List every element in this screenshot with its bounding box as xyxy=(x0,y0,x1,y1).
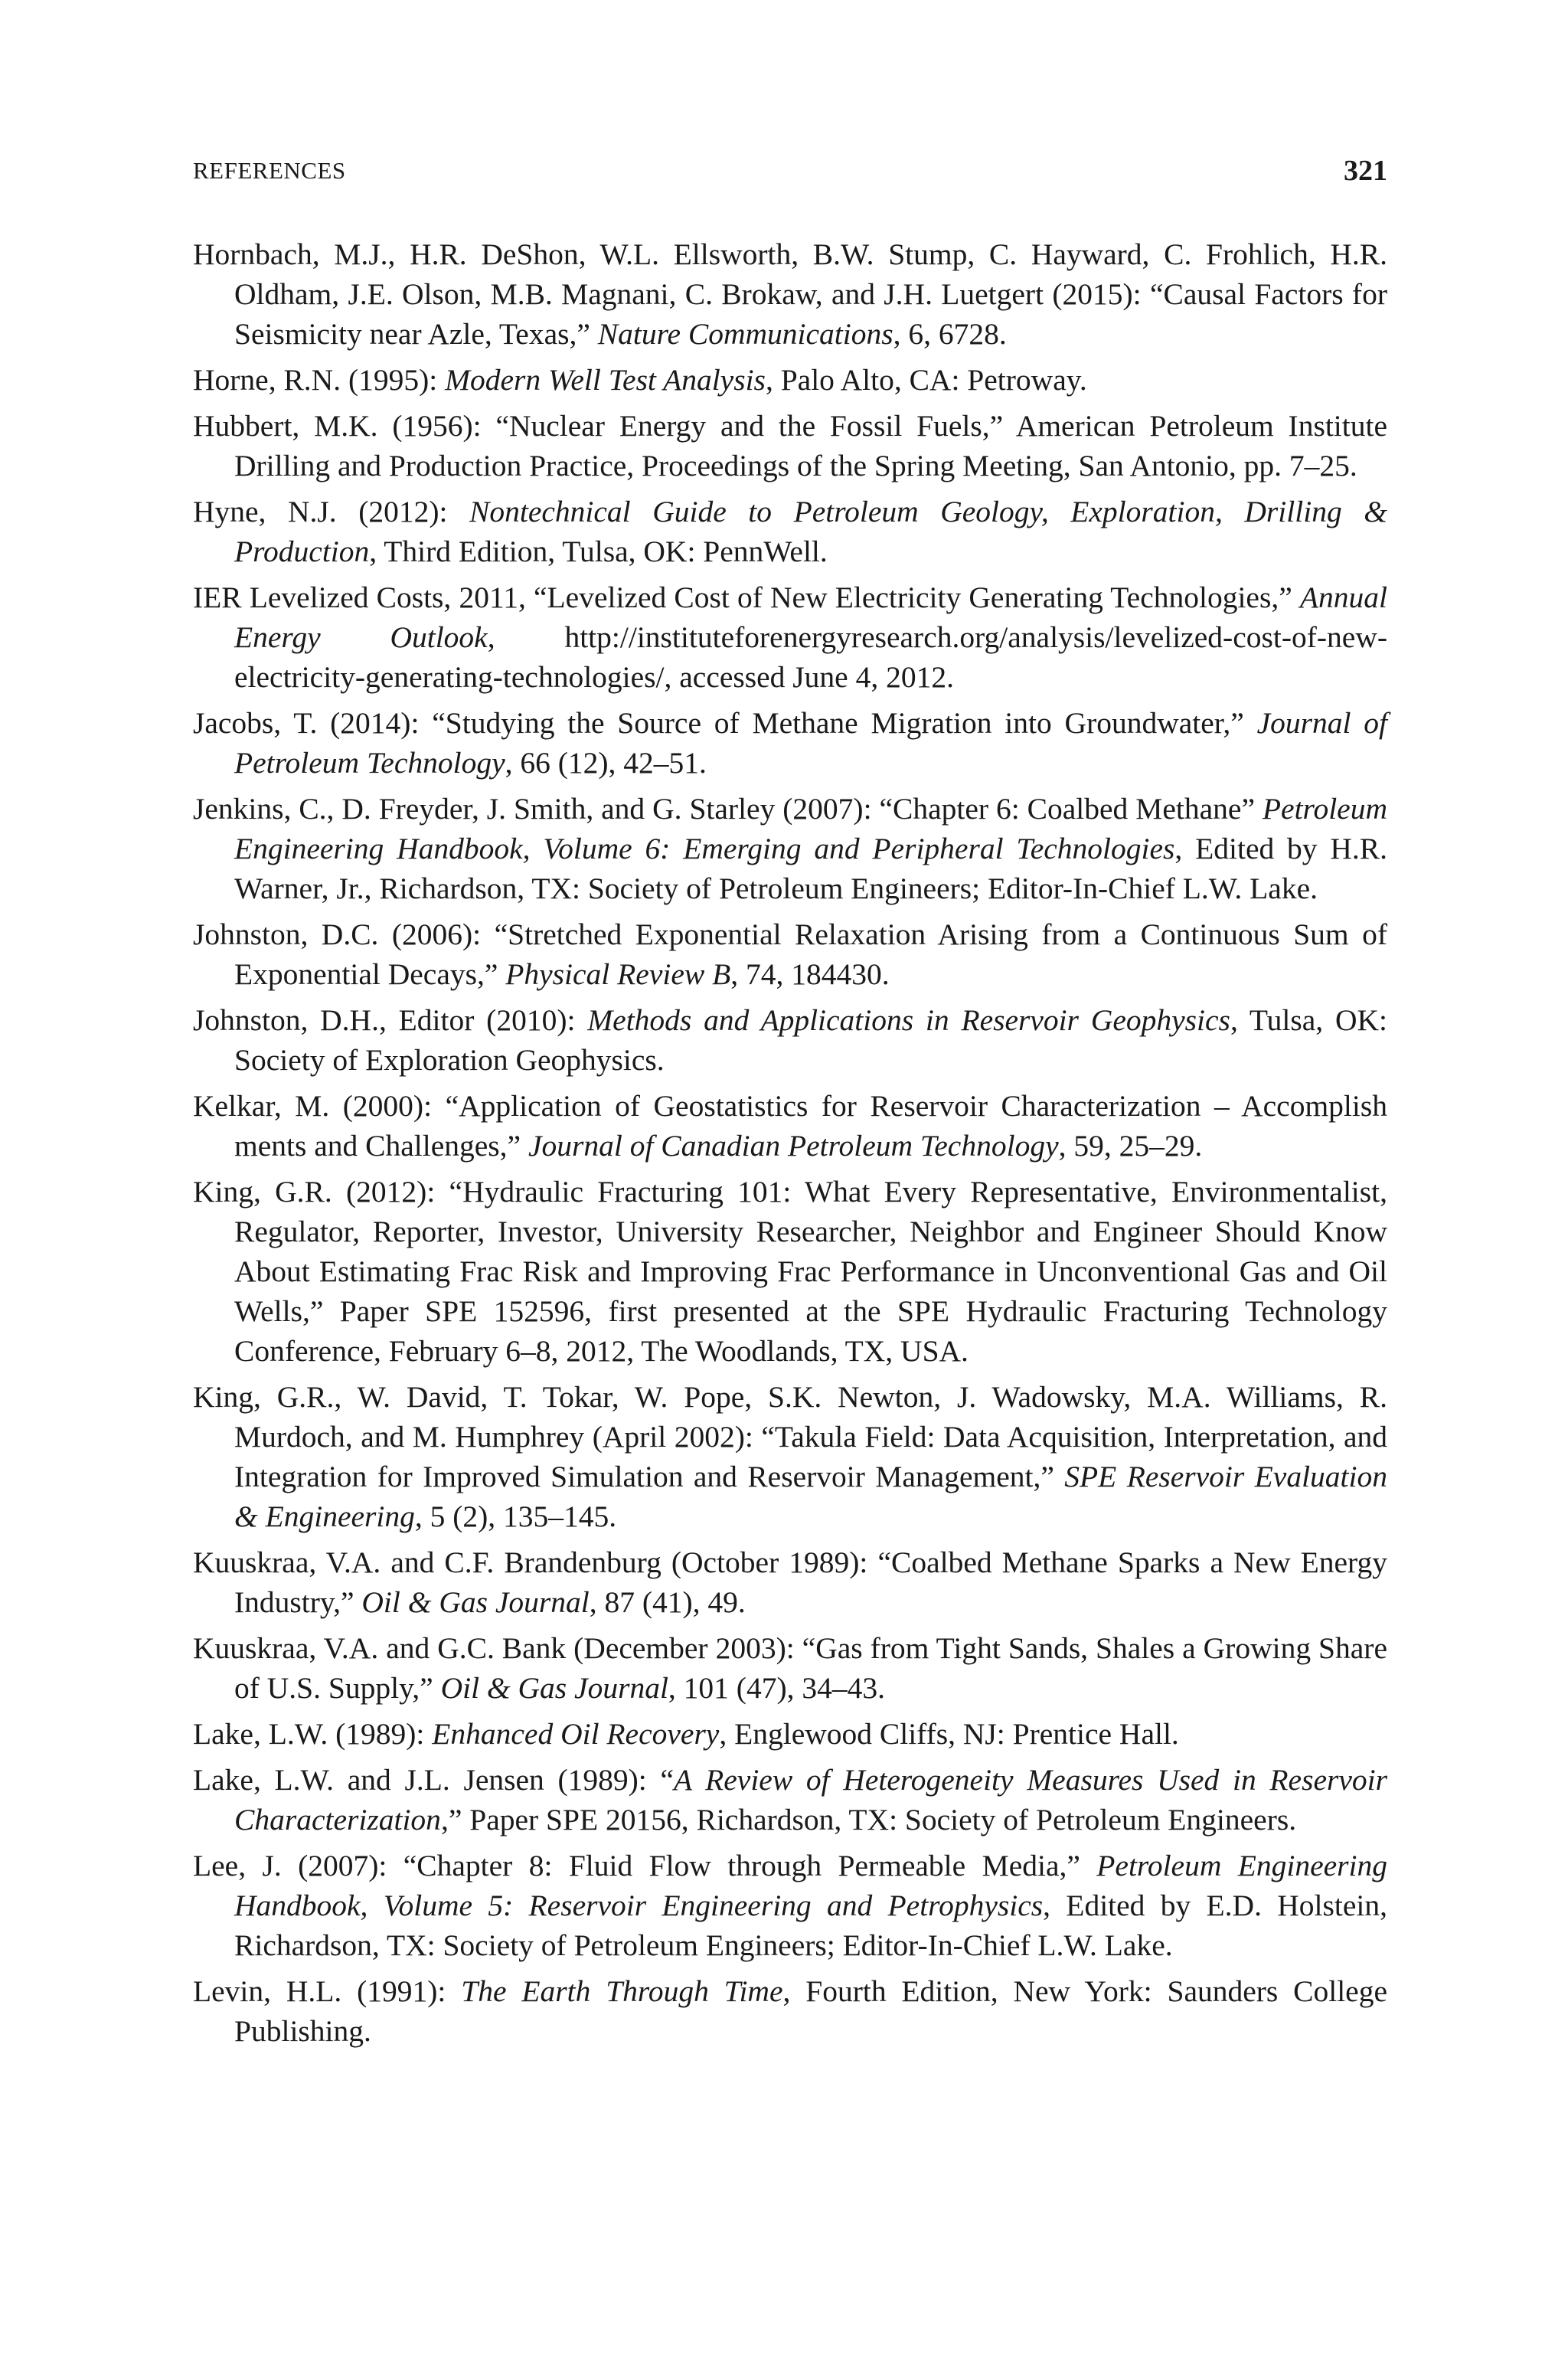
reference-text: King, G.R. (2012): “Hydraulic Fracturing 101: What Every Representative, Environmentalist, Regulator, Reporter, Investor, University Researcher, Neighbor and Engineer Should Know About Estimating Frac Risk and Improving Frac Performance in Unconventional Gas and Oil Wells,” Paper SPE 152596, first presented at the SPE Hydraulic Fracturing Technology Conference, February 6–8, 2012, The Woodlands, TX, USA. xyxy=(193,1175,1387,1368)
reference-text: King, G.R., W. David, T. Tokar, W. Pope, S.K. Newton, J. Wadowsky, M.A. Williams, R. Murdoch, and M. Humphrey (April 2002): “Takula Field: Data Acquisition, Interpretation, and Integration for Improved Simulation and Reservoir Management,” xyxy=(193,1380,1387,1493)
reference-entry xyxy=(193,1714,1387,1754)
reference-text: Kelkar, M. (2000): “Application of Geostatistics for Reservoir Characterization – Accomplish ments and Challenges,” xyxy=(193,1089,1387,1163)
reference-title-italic: A Review of Heterogeneity Measures Used in Reservoir Characterization xyxy=(234,1763,1387,1837)
reference-title-italic: Methods and Applications in Reservoir Geophysics xyxy=(587,1003,1230,1037)
reference-title-italic: Modern Well Test Analysis xyxy=(445,363,766,397)
reference-entry xyxy=(193,577,1387,697)
reference-entry xyxy=(193,914,1387,994)
reference-title-italic: Journal of Petroleum Technology xyxy=(234,706,1387,780)
reference-text: IER Levelized Costs, 2011, “Levelized Cost of New Electricity Generating Technologies,” xyxy=(193,581,1300,614)
reference-text: Lake, L.W. and J.L. Jensen (1989): “ xyxy=(193,1763,674,1797)
reference-title-italic: Journal of Canadian Petroleum Technology xyxy=(528,1129,1059,1163)
reference-text: , 101 (47), 34–43. xyxy=(668,1671,885,1705)
reference-text: Jenkins, C., D. Freyder, J. Smith, and G. Starley (2007): “Chapter 6: Coalbed Methane” xyxy=(193,792,1263,826)
reference-title-italic: Petroleum Engineering Handbook, Volume 5: Reservoir Engineering and Petrophysics xyxy=(234,1849,1388,1922)
reference-text: Horne, R.N. (1995): xyxy=(193,363,446,397)
reference-text: , Englewood Cliffs, NJ: Prentice Hall. xyxy=(719,1717,1179,1751)
reference-text: , 6, 6728. xyxy=(893,317,1007,351)
reference-text: Hornbach, M.J., H.R. DeShon, W.L. Ellsworth, B.W. Stump, C. Hayward, C. Frohlich, H.R. Oldham, J.E. Olson, M.B. Magnani, C. Brokaw, and J.H. Luetgert (2015): “Causal Factors for Seismicity near Azle, Texas,” xyxy=(193,237,1387,351)
reference-text: Lake, L.W. (1989): xyxy=(193,1717,433,1751)
reference-text: , 5 (2), 135–145. xyxy=(414,1500,617,1533)
reference-text: Kuuskraa, V.A. and G.C. Bank (December 2003): “Gas from Tight Sands, Shales a Growing Share of U.S. Supply,” xyxy=(193,1631,1387,1705)
reference-text: ,” Paper SPE 20156, Richardson, TX: Society of Petroleum Engineers. xyxy=(440,1803,1297,1837)
reference-entry xyxy=(193,1000,1387,1080)
reference-title-italic: Oil & Gas Journal xyxy=(361,1585,590,1619)
reference-entry xyxy=(193,1628,1387,1708)
reference-text: , 74, 184430. xyxy=(730,957,890,991)
reference-entry xyxy=(193,492,1387,571)
reference-entry xyxy=(193,1971,1387,2051)
reference-entry xyxy=(193,1760,1387,1840)
reference-text: , Edited by H.R. Warner, Jr., Richardson, TX: Society of Petroleum Engineers; Editor-In-Chief L.W. Lake. xyxy=(234,832,1388,905)
reference-text: , Palo Alto, CA: Petroway. xyxy=(765,363,1087,397)
reference-text: , 66 (12), 42–51. xyxy=(505,746,707,780)
reference-title-italic: SPE Reservoir Evaluation & Engineering xyxy=(234,1460,1387,1533)
reference-entry xyxy=(193,789,1387,908)
reference-text: , Fourth Edition, New York: Saunders College Publishing. xyxy=(234,1974,1387,2048)
reference-entry xyxy=(193,1377,1387,1536)
reference-title-italic: Annual Energy Outlook xyxy=(234,581,1387,654)
page-header xyxy=(193,157,1387,195)
running-head: REFERENCES xyxy=(193,157,346,184)
reference-entry xyxy=(193,703,1387,783)
reference-entry xyxy=(193,1086,1387,1166)
reference-text: , http://instituteforenergyresearch.org/analysis/levelized-cost-of-new-electricity-generating-technologies/, accessed June 4, 2012. xyxy=(234,620,1387,694)
reference-title-italic: Petroleum Engineering Handbook, Volume 6: Emerging and Peripheral Technologies xyxy=(234,792,1387,865)
reference-entry xyxy=(193,1846,1387,1965)
reference-title-italic: Enhanced Oil Recovery xyxy=(432,1717,720,1751)
page-number: 321 xyxy=(1344,155,1387,187)
reference-text: Jacobs, T. (2014): “Studying the Source of Methane Migration into Groundwater,” xyxy=(193,706,1257,740)
reference-text: , 87 (41), 49. xyxy=(589,1585,746,1619)
reference-text: Lee, J. (2007): “Chapter 8: Fluid Flow through Permeable Media,” xyxy=(193,1849,1097,1882)
reference-title-italic: Nontechnical Guide to Petroleum Geology, Exploration, Drilling & Production xyxy=(234,495,1387,568)
reference-list xyxy=(193,234,1387,2057)
reference-title-italic: The Earth Through Time xyxy=(461,1974,783,2008)
reference-title-italic: Oil & Gas Journal xyxy=(440,1671,668,1705)
reference-entry xyxy=(193,360,1387,400)
reference-text: Levin, H.L. (1991): xyxy=(193,1974,462,2008)
reference-text: Hyne, N.J. (2012): xyxy=(193,495,470,528)
reference-text: Kuuskraa, V.A. and C.F. Brandenburg (October 1989): “Coalbed Methane Sparks a New Energy Industry,” xyxy=(193,1545,1387,1619)
reference-text: , Third Edition, Tulsa, OK: PennWell. xyxy=(369,535,828,568)
reference-title-italic: Physical Review B xyxy=(505,957,731,991)
reference-entry xyxy=(193,234,1387,354)
reference-text: Hubbert, M.K. (1956): “Nuclear Energy and the Fossil Fuels,” American Petroleum Institute Drilling and Production Practice, Proceedings of the Spring Meeting, San Antonio, pp. 7–25. xyxy=(193,409,1387,482)
reference-text: Johnston, D.C. (2006): “Stretched Exponential Relaxation Arising from a Continuous Sum of Exponential Decays,” xyxy=(193,917,1387,991)
reference-text: , 59, 25–29. xyxy=(1058,1129,1203,1163)
reference-entry xyxy=(193,1172,1387,1371)
reference-title-italic: Nature Communications xyxy=(597,317,893,351)
reference-text: Johnston, D.H., Editor (2010): xyxy=(193,1003,588,1037)
reference-entry xyxy=(193,406,1387,486)
reference-entry xyxy=(193,1542,1387,1622)
reference-text: , Tulsa, OK: Society of Exploration Geophysics. xyxy=(234,1003,1387,1077)
reference-text: , Edited by E.D. Holstein, Richardson, TX: Society of Petroleum Engineers; Editor-In-Chief L.W. Lake. xyxy=(234,1889,1387,1962)
